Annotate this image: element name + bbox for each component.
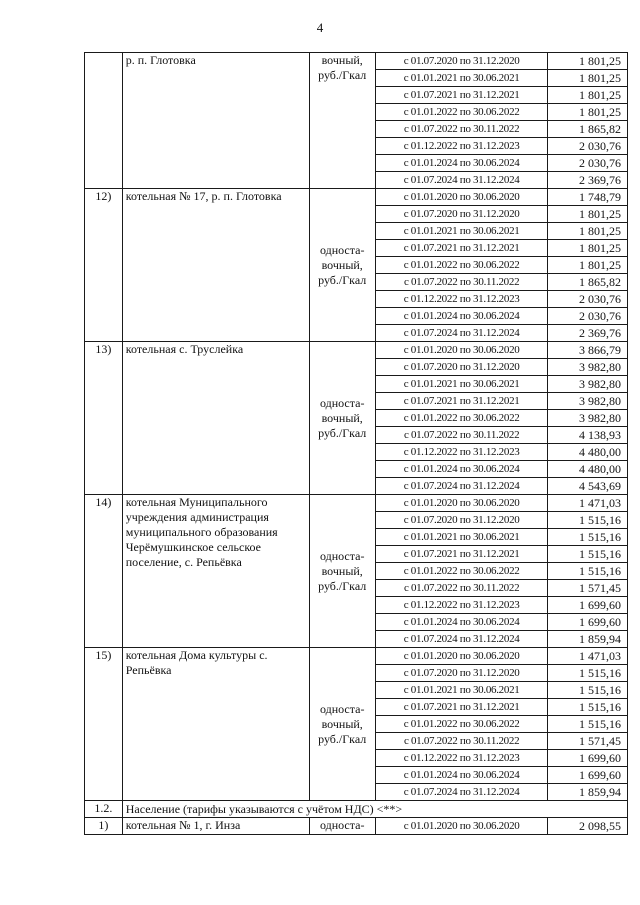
tariff-period: с 01.07.2024 по 31.12.2024 xyxy=(375,325,547,342)
tariff-period: с 01.01.2021 по 30.06.2021 xyxy=(375,529,547,546)
tariff-value: 1 801,25 xyxy=(548,240,628,257)
tariff-unit: односта- вочный, руб./Гкал xyxy=(309,342,375,495)
tariff-value: 1 515,16 xyxy=(548,699,628,716)
tariff-value: 3 982,80 xyxy=(548,359,628,376)
tariff-value: 3 982,80 xyxy=(548,393,628,410)
tariff-period: с 01.01.2024 по 30.06.2024 xyxy=(375,308,547,325)
tariff-value: 1 801,25 xyxy=(548,70,628,87)
boiler-name: котельная с. Труслейка xyxy=(122,342,309,495)
tariff-value: 1 571,45 xyxy=(548,580,628,597)
tariff-period: с 01.07.2020 по 31.12.2020 xyxy=(375,359,547,376)
table-row xyxy=(85,53,628,70)
tariff-value: 1 515,16 xyxy=(548,716,628,733)
table-row xyxy=(85,495,628,512)
tariff-value: 1 865,82 xyxy=(548,274,628,291)
tariff-value: 2 369,76 xyxy=(548,172,628,189)
tariff-period: с 01.12.2022 по 31.12.2023 xyxy=(375,444,547,461)
tariff-value: 1 515,16 xyxy=(548,529,628,546)
tariff-period: с 01.12.2022 по 31.12.2023 xyxy=(375,138,547,155)
boiler-name: котельная № 17, р. п. Глотовка xyxy=(122,189,309,342)
tariff-table-body xyxy=(85,53,628,835)
tariff-value: 1 801,25 xyxy=(548,257,628,274)
tariff-period: с 01.07.2020 по 31.12.2020 xyxy=(375,53,547,70)
tariff-unit: односта- вочный, руб./Гкал xyxy=(309,648,375,801)
tariff-value: 1 699,60 xyxy=(548,750,628,767)
tariff-value: 1 515,16 xyxy=(548,682,628,699)
tariff-period: с 01.07.2020 по 31.12.2020 xyxy=(375,206,547,223)
tariff-period: с 01.01.2021 по 30.06.2021 xyxy=(375,223,547,240)
tariff-period: с 01.01.2020 по 30.06.2020 xyxy=(375,189,547,206)
table-row xyxy=(85,189,628,206)
section-row xyxy=(85,801,628,818)
tariff-period: с 01.07.2020 по 31.12.2020 xyxy=(375,512,547,529)
tariff-value: 1 801,25 xyxy=(548,87,628,104)
tariff-value: 4 480,00 xyxy=(548,444,628,461)
row-number: 15) xyxy=(85,648,123,801)
tariff-period: с 01.12.2022 по 31.12.2023 xyxy=(375,750,547,767)
tariff-value: 1 471,03 xyxy=(548,648,628,665)
tariff-period: с 01.01.2020 по 30.06.2020 xyxy=(375,818,547,835)
tariff-value: 1 859,94 xyxy=(548,631,628,648)
tariff-value: 4 480,00 xyxy=(548,461,628,478)
row-number: 13) xyxy=(85,342,123,495)
tariff-value: 2 030,76 xyxy=(548,291,628,308)
tariff-value: 1 699,60 xyxy=(548,614,628,631)
tariff-value: 1 515,16 xyxy=(548,563,628,580)
tariff-period: с 01.01.2022 по 30.06.2022 xyxy=(375,410,547,427)
tariff-value: 1 801,25 xyxy=(548,223,628,240)
tariff-period: с 01.07.2024 по 31.12.2024 xyxy=(375,172,547,189)
tariff-period: с 01.07.2022 по 30.11.2022 xyxy=(375,580,547,597)
tariff-period: с 01.07.2024 по 31.12.2024 xyxy=(375,631,547,648)
tariff-value: 1 699,60 xyxy=(548,767,628,784)
tariff-value: 3 866,79 xyxy=(548,342,628,359)
tariff-value: 1 801,25 xyxy=(548,104,628,121)
tariff-period: с 01.07.2021 по 31.12.2021 xyxy=(375,240,547,257)
tariff-period: с 01.01.2024 по 30.06.2024 xyxy=(375,614,547,631)
tariff-period: с 01.01.2020 по 30.06.2020 xyxy=(375,495,547,512)
tariff-value: 1 699,60 xyxy=(548,597,628,614)
tariff-value: 3 982,80 xyxy=(548,376,628,393)
tariff-period: с 01.01.2021 по 30.06.2021 xyxy=(375,682,547,699)
tariff-period: с 01.01.2022 по 30.06.2022 xyxy=(375,104,547,121)
row-number: 12) xyxy=(85,189,123,342)
tariff-value: 2 030,76 xyxy=(548,155,628,172)
tariff-value: 2 098,55 xyxy=(548,818,628,835)
tariff-unit: вочный, руб./Гкал xyxy=(309,53,375,189)
row-number: 14) xyxy=(85,495,123,648)
section-title: Население (тарифы указываются с учётом НДС) <**> xyxy=(122,801,627,818)
tariff-period: с 01.01.2022 по 30.06.2022 xyxy=(375,716,547,733)
tariff-period: с 01.07.2020 по 31.12.2020 xyxy=(375,665,547,682)
tariff-period: с 01.07.2021 по 31.12.2021 xyxy=(375,393,547,410)
tariff-period: с 01.01.2024 по 30.06.2024 xyxy=(375,767,547,784)
table-row xyxy=(85,648,628,665)
tariff-period: с 01.07.2021 по 31.12.2021 xyxy=(375,699,547,716)
page-number: 4 xyxy=(316,20,324,35)
tariff-value: 2 369,76 xyxy=(548,325,628,342)
tariff-period: с 01.07.2024 по 31.12.2024 xyxy=(375,784,547,801)
tariff-value: 1 801,25 xyxy=(548,53,628,70)
tariff-table xyxy=(84,52,628,835)
tariff-period: с 01.01.2021 по 30.06.2021 xyxy=(375,376,547,393)
tariff-value: 3 982,80 xyxy=(548,410,628,427)
tariff-value: 1 748,79 xyxy=(548,189,628,206)
boiler-name: котельная Муниципального учреждения администрация муниципального образования Черёмушкинское сельское поселение, с. Репьёвка xyxy=(122,495,309,648)
tariff-unit: односта- вочный, руб./Гкал xyxy=(309,189,375,342)
section-number: 1.2. xyxy=(85,801,123,818)
table-row xyxy=(85,818,628,835)
tariff-period: с 01.01.2020 по 30.06.2020 xyxy=(375,648,547,665)
tariff-period: с 01.01.2020 по 30.06.2020 xyxy=(375,342,547,359)
boiler-name: р. п. Глотовка xyxy=(122,53,309,189)
boiler-name: котельная Дома культуры с. Репьёвка xyxy=(122,648,309,801)
tariff-period: с 01.07.2021 по 31.12.2021 xyxy=(375,546,547,563)
tariff-value: 1 471,03 xyxy=(548,495,628,512)
tariff-period: с 01.07.2021 по 31.12.2021 xyxy=(375,87,547,104)
tariff-period: с 01.07.2022 по 30.11.2022 xyxy=(375,427,547,444)
tariff-period: с 01.12.2022 по 31.12.2023 xyxy=(375,597,547,614)
tariff-value: 1 571,45 xyxy=(548,733,628,750)
tariff-value: 1 859,94 xyxy=(548,784,628,801)
tariff-unit: односта- xyxy=(309,818,375,835)
boiler-name: котельная № 1, г. Инза xyxy=(122,818,309,835)
tariff-period: с 01.01.2024 по 30.06.2024 xyxy=(375,461,547,478)
tariff-period: с 01.07.2022 по 30.11.2022 xyxy=(375,121,547,138)
tariff-value: 1 515,16 xyxy=(548,665,628,682)
tariff-value: 4 543,69 xyxy=(548,478,628,495)
tariff-period: с 01.01.2022 по 30.06.2022 xyxy=(375,257,547,274)
tariff-period: с 01.07.2022 по 30.11.2022 xyxy=(375,733,547,750)
table-row xyxy=(85,342,628,359)
tariff-value: 4 138,93 xyxy=(548,427,628,444)
tariff-period: с 01.07.2024 по 31.12.2024 xyxy=(375,478,547,495)
tariff-value: 1 865,82 xyxy=(548,121,628,138)
tariff-value: 1 801,25 xyxy=(548,206,628,223)
tariff-value: 2 030,76 xyxy=(548,138,628,155)
tariff-value: 1 515,16 xyxy=(548,546,628,563)
tariff-period: с 01.01.2024 по 30.06.2024 xyxy=(375,155,547,172)
tariff-value: 1 515,16 xyxy=(548,512,628,529)
row-number: 1) xyxy=(85,818,123,835)
tariff-value: 2 030,76 xyxy=(548,308,628,325)
tariff-period: с 01.12.2022 по 31.12.2023 xyxy=(375,291,547,308)
tariff-period: с 01.01.2021 по 30.06.2021 xyxy=(375,70,547,87)
tariff-unit: односта- вочный, руб./Гкал xyxy=(309,495,375,648)
tariff-period: с 01.01.2022 по 30.06.2022 xyxy=(375,563,547,580)
tariff-period: с 01.07.2022 по 30.11.2022 xyxy=(375,274,547,291)
row-number xyxy=(85,53,123,189)
